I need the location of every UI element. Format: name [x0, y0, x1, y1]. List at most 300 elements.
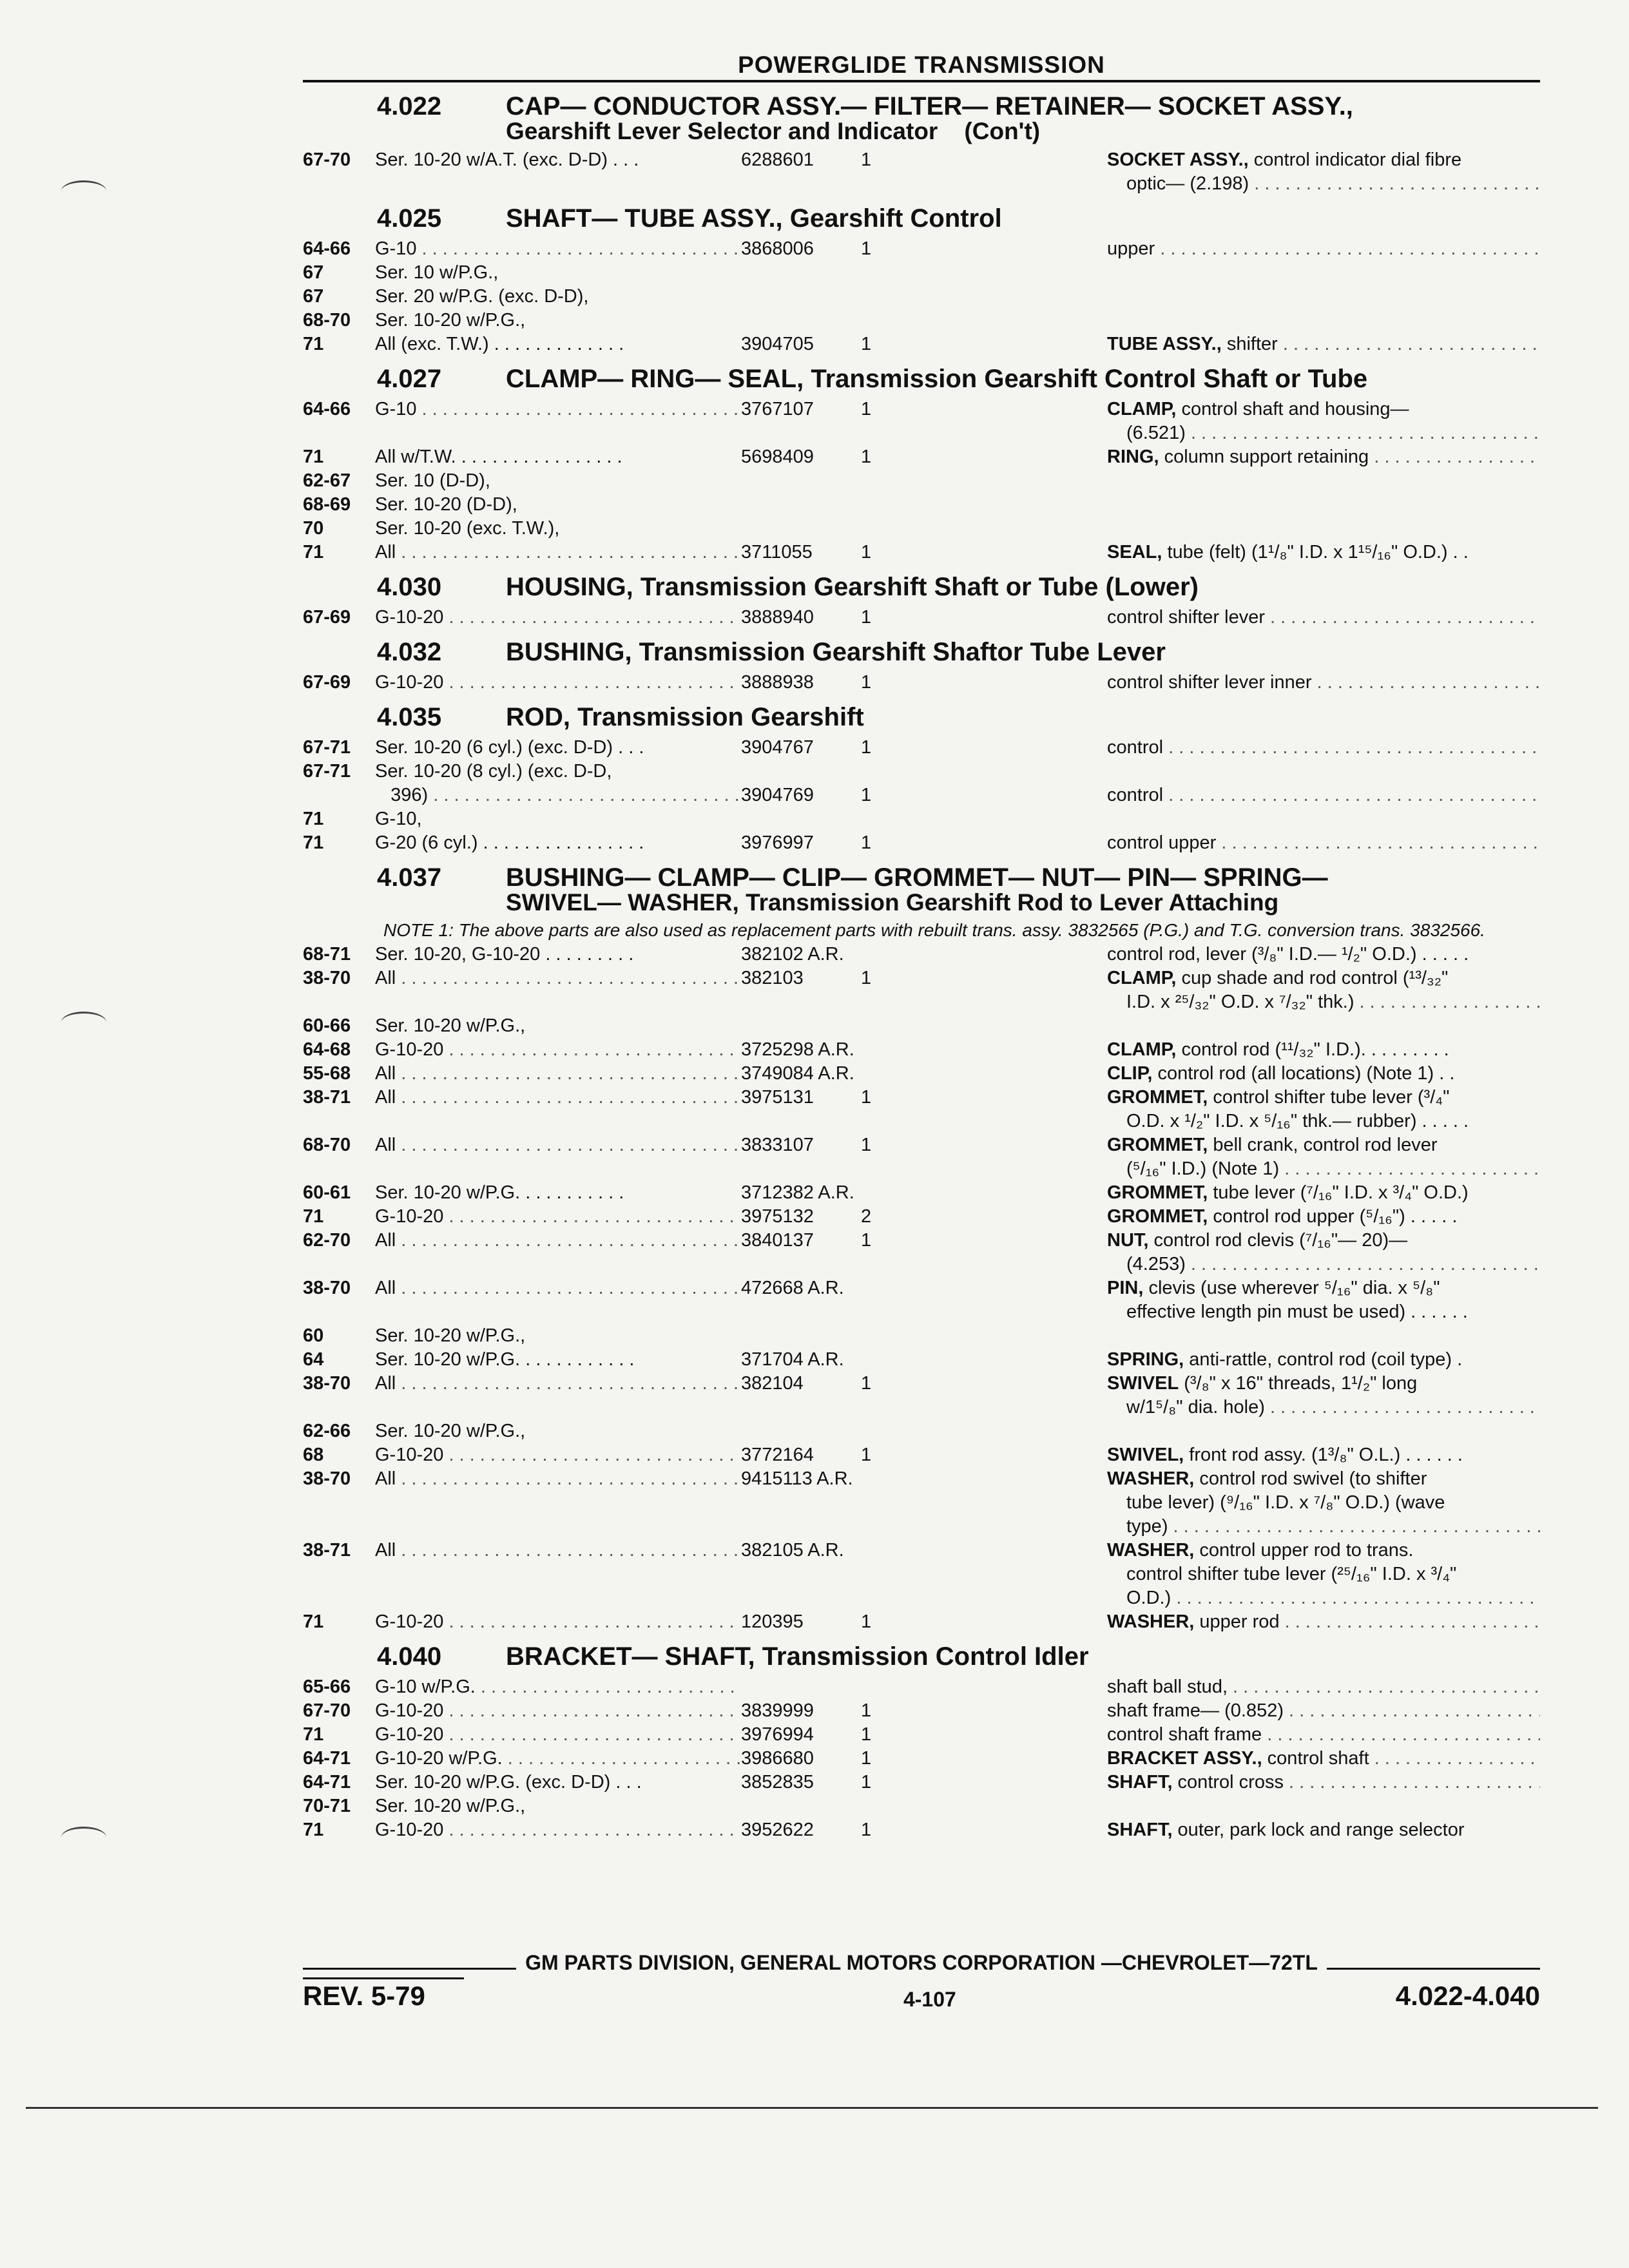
application: G-10-20 . . .: [375, 1038, 741, 1062]
quantity: [861, 1300, 888, 1324]
quantity: [861, 309, 888, 332]
column-gap: [888, 966, 1107, 990]
description-text: control rod (all locations) (Note 1) . .: [1152, 1063, 1455, 1084]
description: [1107, 1038, 1540, 1062]
application: G-20 (6 cyl.) . . . . . . . . . . . . . . . .: [375, 832, 644, 853]
parts-row: [303, 1181, 1540, 1205]
part-number: 371704 A.R.: [741, 1349, 844, 1370]
description-part-name: WASHER,: [1107, 1468, 1195, 1489]
description: [1107, 966, 1540, 990]
quantity: [861, 1253, 888, 1276]
quantity: [861, 172, 888, 196]
part-number: 3976997: [741, 832, 814, 853]
column-gap: [888, 1372, 1107, 1396]
description-text: control rod swivel (to shifter: [1194, 1468, 1427, 1489]
description: [1107, 1539, 1540, 1562]
column-gap: [888, 760, 1107, 783]
model-years: 67: [303, 286, 324, 307]
parts-row: [303, 261, 1540, 285]
description: [1107, 1324, 1540, 1348]
description-part-name: CLIP,: [1107, 1063, 1153, 1084]
description: [1107, 421, 1540, 445]
application: Ser. 10-20 w/P.G. . . . . . . . . . .: [375, 1182, 624, 1203]
section-note: NOTE 1: The above parts are also used as replacement parts with rebuilt trans. assy. 3832565 (P.G.) and T.G. conversion trans. 3832566.: [383, 920, 1485, 940]
description: [1107, 1110, 1540, 1133]
quantity: [861, 760, 888, 783]
description-text: upper: [1107, 238, 1155, 259]
model-years: 71: [303, 1206, 324, 1227]
part-number: 3749084 A.R.: [741, 1063, 854, 1084]
description-text: optic— (2.198): [1126, 173, 1249, 194]
description: [1107, 760, 1540, 783]
application: All . . .: [375, 1276, 741, 1300]
parts-row: [303, 1372, 1540, 1396]
description: [1107, 943, 1540, 966]
description-text: outer, park lock and range selector: [1172, 1820, 1465, 1840]
column-gap: [888, 1253, 1107, 1276]
quantity: 1: [861, 238, 872, 259]
description-text: control: [1107, 737, 1164, 758]
description-text: control cross: [1172, 1772, 1284, 1792]
section-title-line: SHAFT— TUBE ASSY., Gearshift Control: [506, 204, 1002, 233]
description-text: control shaft and housing—: [1176, 399, 1409, 419]
quantity: [861, 1675, 888, 1699]
model-years: [303, 1586, 375, 1610]
column-gap: [888, 1467, 1107, 1491]
quantity: [861, 469, 888, 493]
quantity: [861, 517, 888, 541]
application: Ser. 20 w/P.G. (exc. D-D),: [375, 286, 589, 307]
section-number: 4.032: [377, 638, 442, 666]
column-gap: [888, 943, 1107, 966]
description-text: (³/₈" x 16" threads, 1¹/₂" long: [1179, 1373, 1418, 1394]
parts-row: [303, 237, 1540, 261]
parts-row: [303, 1157, 1540, 1181]
model-years: 68-69: [303, 494, 351, 515]
application: All . . .: [375, 1086, 741, 1110]
description-text: cup shade and rod control (¹³/₃₂": [1176, 968, 1449, 988]
page-title: POWERGLIDE TRANSMISSION: [303, 52, 1540, 82]
description: [1107, 1586, 1540, 1610]
footer-rule-left: [303, 1956, 516, 1970]
part-number: [741, 1562, 861, 1586]
part-number: 3888938: [741, 672, 814, 693]
description-text: column support retaining: [1159, 447, 1369, 467]
description-text: control shifter lever inner: [1107, 672, 1312, 693]
section-title: [506, 365, 1540, 392]
parts-row: [303, 172, 1540, 196]
parts-row: [303, 1467, 1540, 1491]
description-text: (4.253): [1126, 1254, 1186, 1274]
parts-row: [303, 671, 1540, 695]
model-years: 60: [303, 1325, 324, 1346]
column-gap: [888, 1396, 1107, 1419]
scan-edge-line: [26, 2107, 1598, 2109]
description-part-name: CLAMP,: [1107, 399, 1177, 419]
application: Ser. 10 (D-D),: [375, 470, 490, 491]
column-gap: [888, 783, 1107, 807]
section-title: [506, 1643, 1540, 1670]
model-years: 38-71: [303, 1087, 351, 1108]
application: [375, 1515, 741, 1539]
quantity: 1: [861, 1724, 872, 1745]
parts-row: [303, 1038, 1540, 1062]
part-number: [741, 1491, 861, 1515]
description-text: control: [1107, 785, 1164, 805]
parts-row: [303, 1014, 1540, 1038]
column-gap: [888, 1086, 1107, 1110]
quantity: 1: [861, 1087, 872, 1108]
description-text: (6.521): [1126, 423, 1186, 443]
description: [1107, 606, 1540, 629]
description-part-name: SWIVEL,: [1107, 1445, 1184, 1465]
quantity: [861, 943, 888, 966]
section-range: 4.022-4.040: [1395, 1981, 1540, 2011]
description-part-name: CLAMP,: [1107, 1039, 1177, 1060]
model-years: 65-66: [303, 1677, 351, 1697]
part-number: 5698409: [741, 447, 814, 467]
quantity: 1: [861, 1748, 872, 1769]
description-text: (⁵/₁₆" I.D.) (Note 1): [1126, 1158, 1280, 1179]
parts-row: [303, 1771, 1540, 1794]
model-years: 71: [303, 542, 324, 562]
column-gap: [888, 1491, 1107, 1515]
model-years: 71: [303, 809, 324, 829]
model-years: 64-66: [303, 399, 351, 419]
model-years: 70-71: [303, 1796, 351, 1816]
part-number: [741, 1253, 861, 1276]
column-gap: [888, 469, 1107, 493]
column-gap: [888, 172, 1107, 196]
page-number: 4-107: [903, 1988, 956, 2011]
description-text: anti-rattle, control rod (coil type) .: [1184, 1349, 1463, 1370]
description-text: tube (felt) (1¹/₈" I.D. x 1¹⁵/₁₆" O.D.) . .: [1162, 542, 1469, 562]
quantity: 1: [861, 968, 872, 988]
description-text: bell crank, control rod lever: [1208, 1135, 1438, 1155]
model-years: 67: [303, 262, 324, 283]
quantity: [861, 1491, 888, 1515]
application: [375, 421, 741, 445]
section-heading: [303, 573, 1540, 601]
column-gap: [888, 148, 1107, 172]
application: All (exc. T.W.) . . . . . . . . . . . . .: [375, 334, 624, 354]
parts-row: [303, 1723, 1540, 1747]
application: [375, 1586, 741, 1610]
description-text: control rod upper (⁵/₁₆") . . . . .: [1208, 1206, 1458, 1227]
parts-row: [303, 1491, 1540, 1515]
application: G-10-20 . . .: [375, 1610, 741, 1634]
application: [375, 1300, 741, 1324]
section-heading: [303, 1643, 1540, 1670]
column-gap: [888, 1723, 1107, 1747]
parts-row: [303, 1110, 1540, 1133]
column-gap: [888, 1300, 1107, 1324]
application: Ser. 10-20 w/P.G.,: [375, 310, 526, 331]
description-text: control shaft: [1262, 1748, 1369, 1769]
quantity: [861, 1562, 888, 1586]
model-years: 67-70: [303, 1700, 351, 1721]
model-years: 71: [303, 1724, 324, 1745]
quantity: 1: [861, 1445, 872, 1465]
description-part-name: SEAL,: [1107, 542, 1162, 562]
column-gap: [888, 1562, 1107, 1586]
parts-row: [303, 1300, 1540, 1324]
description: [1107, 172, 1540, 196]
application: Ser. 10-20 w/P.G.,: [375, 1015, 526, 1036]
quantity: [861, 807, 888, 831]
application: All . . .: [375, 1372, 741, 1396]
application: G-10-20 . . .: [375, 1723, 741, 1747]
part-number: [741, 760, 861, 783]
quantity: 1: [861, 149, 872, 170]
section-number: 4.025: [377, 204, 442, 233]
application: All . . .: [375, 966, 741, 990]
part-number: [741, 1300, 861, 1324]
column-gap: [888, 1675, 1107, 1699]
description-text: upper rod: [1194, 1611, 1280, 1632]
parts-row: [303, 332, 1540, 356]
description-text: control rod, lever (³/₈" I.D.— ¹/₂" O.D.) . . . . .: [1107, 944, 1469, 965]
model-years: 68: [303, 1445, 324, 1465]
section-number: 4.022: [377, 92, 442, 120]
part-number: 3833107: [741, 1135, 814, 1155]
quantity: 1: [861, 1700, 872, 1721]
part-number: 472668 A.R.: [741, 1278, 844, 1298]
description: [1107, 541, 1540, 564]
part-number: [741, 990, 861, 1014]
parts-row: [303, 966, 1540, 990]
column-gap: [888, 398, 1107, 421]
model-years: 62-67: [303, 470, 351, 491]
quantity: [861, 990, 888, 1014]
section-heading: [303, 704, 1540, 731]
quantity: [861, 1419, 888, 1443]
quantity: 1: [861, 399, 872, 419]
quantity: 1: [861, 672, 872, 693]
application: [375, 1396, 741, 1419]
column-gap: [888, 237, 1107, 261]
parts-row: [303, 1253, 1540, 1276]
application: G-10 w/P.G. . . .: [375, 1675, 741, 1699]
model-years: 38-70: [303, 1373, 351, 1394]
section-title-line: BUSHING— CLAMP— CLIP— GROMMET— NUT— PIN— SPRING—: [506, 863, 1328, 892]
description-text: clevis (use wherever ⁵/₁₆" dia. x ⁵/₈": [1143, 1278, 1440, 1298]
column-gap: [888, 1586, 1107, 1610]
column-gap: [888, 1539, 1107, 1562]
parts-row: [303, 1276, 1540, 1300]
description: [1107, 398, 1540, 421]
description: [1107, 1515, 1540, 1539]
quantity: [861, 1110, 888, 1133]
column-gap: [888, 1443, 1107, 1467]
description-text: control rod (¹¹/₃₂" I.D.). . . . . . . . .: [1176, 1039, 1449, 1060]
parts-row: [303, 1229, 1540, 1253]
footer-publisher: GM PARTS DIVISION, GENERAL MOTORS CORPORATION —CHEVROLET—72TL: [525, 1951, 1318, 1974]
description: [1107, 1491, 1540, 1515]
section-title: [506, 93, 1540, 143]
description-text: control shifter tube lever (²⁵/₁₆" I.D. x ³/₄": [1126, 1564, 1457, 1584]
section-title-line: CLAMP— RING— SEAL, Transmission Gearshift Control Shaft or Tube: [506, 365, 1368, 393]
description: [1107, 309, 1540, 332]
application: G-10-20 w/P.G. . . .: [375, 1747, 741, 1771]
description: [1107, 237, 1540, 261]
parts-row: [303, 1515, 1540, 1539]
part-number: [741, 1014, 861, 1038]
parts-row: [303, 1443, 1540, 1467]
model-years: [303, 1110, 375, 1133]
parts-row: [303, 517, 1540, 541]
application: [375, 1253, 741, 1276]
quantity: [861, 1181, 888, 1205]
column-gap: [888, 1133, 1107, 1157]
part-number: 3711055: [741, 542, 813, 562]
quantity: 1: [861, 447, 872, 467]
part-number: [741, 1675, 861, 1699]
column-gap: [888, 1205, 1107, 1229]
application: Ser. 10-20 (6 cyl.) (exc. D-D) . . .: [375, 737, 644, 758]
column-gap: [888, 1324, 1107, 1348]
application: All . . .: [375, 1467, 741, 1491]
description: [1107, 445, 1540, 469]
section-number: 4.027: [377, 365, 442, 393]
application: All . . .: [375, 1229, 741, 1253]
footer-rule-right: [1327, 1956, 1540, 1970]
application: [375, 1491, 741, 1515]
column-gap: [888, 807, 1107, 831]
section-title: [506, 639, 1540, 666]
description: [1107, 285, 1540, 309]
parts-row: [303, 1539, 1540, 1562]
section-title-line: BUSHING, Transmission Gearshift Shaftor Tube Lever: [506, 638, 1166, 666]
quantity: 1: [861, 1373, 872, 1394]
description-text: tube lever (⁷/₁₆" I.D. x ³/₄" O.D.): [1208, 1182, 1469, 1203]
description: [1107, 1818, 1540, 1842]
column-gap: [888, 671, 1107, 695]
parts-row: [303, 783, 1540, 807]
application: [375, 172, 741, 196]
application: G-10-20 . . .: [375, 1443, 741, 1467]
description-text: shaft ball stud,: [1107, 1677, 1228, 1697]
section-title-line: ROD, Transmission Gearshift: [506, 703, 864, 731]
section-title: [506, 704, 1540, 731]
part-number: 3712382 A.R.: [741, 1182, 854, 1203]
description-part-name: SPRING,: [1107, 1349, 1184, 1370]
application: Ser. 10 w/P.G.,: [375, 262, 499, 283]
part-number: [741, 1110, 861, 1133]
description-part-name: GROMMET,: [1107, 1087, 1208, 1108]
application: G-10 . . .: [375, 398, 741, 421]
quantity: 1: [861, 334, 872, 354]
parts-row: [303, 1747, 1540, 1771]
description: [1107, 671, 1540, 695]
description: [1107, 1610, 1540, 1634]
column-gap: [888, 1771, 1107, 1794]
section-title: [506, 205, 1540, 232]
application: [375, 1110, 741, 1133]
parts-row: [303, 285, 1540, 309]
part-number: 3975132: [741, 1206, 814, 1227]
description-text: control shifter lever: [1107, 607, 1265, 628]
description: [1107, 261, 1540, 285]
description: [1107, 517, 1540, 541]
description: [1107, 1699, 1540, 1723]
description: [1107, 1276, 1540, 1300]
parts-row: [303, 1086, 1540, 1110]
description: [1107, 332, 1540, 356]
column-gap: [888, 1419, 1107, 1443]
quantity: 1: [861, 542, 872, 562]
parts-row: [303, 760, 1540, 783]
section-number: 4.037: [377, 863, 442, 892]
application: All w/T.W. . . . . . . . . . . . . . . . .: [375, 447, 622, 467]
model-years: [303, 1253, 375, 1276]
column-gap: [888, 1515, 1107, 1539]
parts-row: [303, 1675, 1540, 1699]
model-years: 64-71: [303, 1772, 351, 1792]
quantity: 1: [861, 1772, 872, 1792]
part-number: [741, 493, 861, 517]
part-number: 3888940: [741, 607, 814, 628]
model-years: [303, 421, 375, 445]
description: [1107, 736, 1540, 760]
description: [1107, 1467, 1540, 1491]
model-years: [303, 990, 375, 1014]
quantity: [861, 421, 888, 445]
parts-row: [303, 1419, 1540, 1443]
column-gap: [888, 736, 1107, 760]
column-gap: [888, 990, 1107, 1014]
description: [1107, 1253, 1540, 1276]
description-part-name: SWIVEL: [1107, 1373, 1179, 1394]
quantity: [861, 1467, 888, 1491]
description: [1107, 1396, 1540, 1419]
model-years: 71: [303, 334, 324, 354]
part-number: 382102 A.R.: [741, 944, 844, 965]
model-years: 67-69: [303, 672, 351, 693]
application: G-10 . . .: [375, 237, 741, 261]
application: All . . .: [375, 1133, 741, 1157]
model-years: 38-70: [303, 1468, 351, 1489]
description-part-name: CLAMP,: [1107, 968, 1177, 988]
section-title-line: CAP— CONDUCTOR ASSY.— FILTER— RETAINER— SOCKET ASSY.,: [506, 92, 1353, 120]
column-gap: [888, 1348, 1107, 1372]
column-gap: [888, 606, 1107, 629]
part-number: [741, 1419, 861, 1443]
quantity: [861, 1014, 888, 1038]
column-gap: [888, 1014, 1107, 1038]
part-number: 3986680: [741, 1748, 814, 1769]
scan-margin-mark: [61, 1827, 106, 1848]
description: [1107, 1014, 1540, 1038]
part-number: 3952622: [741, 1820, 814, 1840]
model-years: 71: [303, 1611, 324, 1632]
part-number: [741, 172, 861, 196]
model-years: 38-70: [303, 1278, 351, 1298]
parts-row: [303, 1610, 1540, 1634]
column-gap: [888, 1229, 1107, 1253]
column-gap: [888, 421, 1107, 445]
scan-margin-mark: [61, 180, 106, 202]
description-text: front rod assy. (1³/₈" O.L.) . . . . . .: [1184, 1445, 1463, 1465]
section-title-line: BRACKET— SHAFT, Transmission Control Idler: [506, 1642, 1089, 1671]
section-heading: [303, 205, 1540, 232]
description: [1107, 807, 1540, 831]
description-text: control upper rod to trans.: [1194, 1540, 1414, 1561]
quantity: [861, 1038, 888, 1062]
parts-catalog-page: [303, 52, 1540, 1842]
part-number: 382105 A.R.: [741, 1540, 844, 1561]
model-years: 71: [303, 447, 324, 467]
